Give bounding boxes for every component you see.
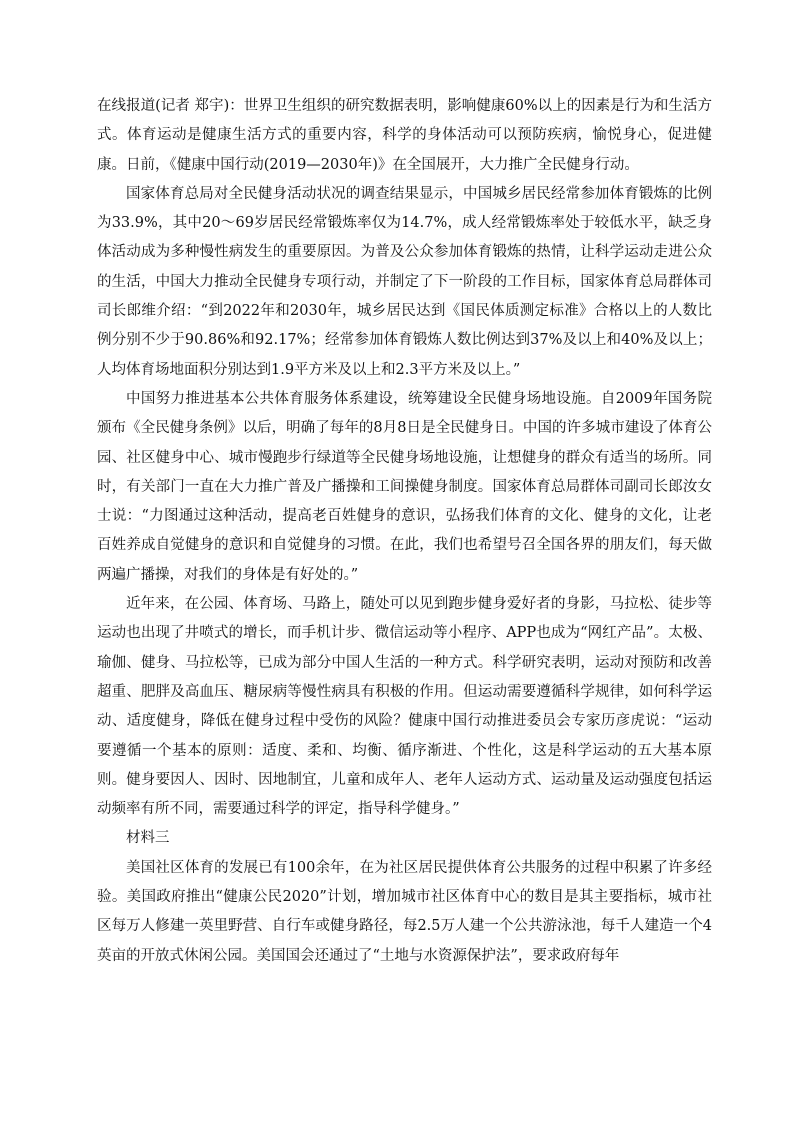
document-page xyxy=(97,92,712,971)
paragraph-infrastructure: 中国努力推进基本公共体育服务体系建设，统筹建设全民健身场地设施。自2009年国务院颁布《全民健身条例》以后，明确了每年的8月8日是全民健身日。中国的许多城市建设了体育公园、社区健身中心、城市慢跑步行绿道等全民健身场地设施，让想健身的群众有适当的场所。同时，有关部门一直在大力推广普及广播操和工间操健身制度。国家体育总局群体司副司长郎汝女士说：“力图通过这种活动，提高老百姓健身的意识，弘扬我们体育的文化、健身的文化，让老百姓养成自觉健身的意识和自觉健身的习惯。在此，我们也希望号召全国各界的朋友们，每天做两遍广播操，对我们的身体是有好处的。” xyxy=(97,390,712,583)
paragraph-us-community: 美国社区体育的发展已有100余年，在为社区居民提供体育公共服务的过程中积累了许多经验。美国政府推出“健康公民2020”计划，增加城市社区体育中心的数目是其主要指标，城市社区每万人修建一英里野营、自行车或健身路径，每2.5万人建一个公共游泳池，每千人建造一个4英亩的开放式休闲公园。美国国会还通过了“土地与水资源保护法”，要求政府每年 xyxy=(97,859,712,964)
section-heading: 材料三 xyxy=(126,830,170,847)
paragraph-trends: 近年来，在公园、体育场、马路上，随处可以见到跑步健身爱好者的身影，马拉松、徒步等运动也出现了井喷式的增长，而手机计步、微信运动等小程序、APP也成为“网红产品”。太极、瑜伽、健身、马拉松等，已成为部分中国人生活的一种方式。科学研究表明，运动对预防和改善超重、肥胖及高血压、糖尿病等慢性病具有积极的作用。但运动需要遵循科学规律，如何科学运动、适度健身，降低在健身过程中受伤的风险？健康中国行动推进委员会专家历彦虎说：“运动要遵循一个基本的原则：适度、柔和、均衡、循序渐进、个性化，这是科学运动的五大基本原则。健身要因人、因时、因地制宜，儿童和成年人、老年人运动方式、运动量及运动强度包括运动频率有所不同，需要通过科学的评定，指导科学健身。” xyxy=(97,596,712,818)
paragraph-intro: 在线报道(记者 郑宇)：世界卫生组织的研究数据表明，影响健康60%以上的因素是行为和生活方式。体育运动是健康生活方式的重要内容，科学的身体活动可以预防疾病，愉悦身心，促进健康。日前，《健康中国行动(2019—2030年)》在全国展开，大力推广全民健身行动。 xyxy=(97,98,712,173)
paragraph-survey: 国家体育总局对全民健身活动状况的调查结果显示，中国城乡居民经常参加体育锻炼的比例为33.9%，其中20～69岁居民经常锻炼率仅为14.7%，成人经常锻炼率处于较低水平，缺乏身体活动成为多种慢性病发生的重要原因。为普及公众参加体育锻炼的热情，让科学运动走进公众的生活，中国大力推动全民健身专项行动，并制定了下一阶段的工作目标，国家体育总局群体司司长郎维介绍：“到2022年和2030年，城乡居民达到《国民体质测定标准》合格以上的人数比例分别不少于90.86%和92.17%；经常参加体育锻炼人数比例达到37%及以上和40%及以上；人均体育场地面积分别达到1.9平方米及以上和2.3平方米及以上。” xyxy=(97,185,712,378)
